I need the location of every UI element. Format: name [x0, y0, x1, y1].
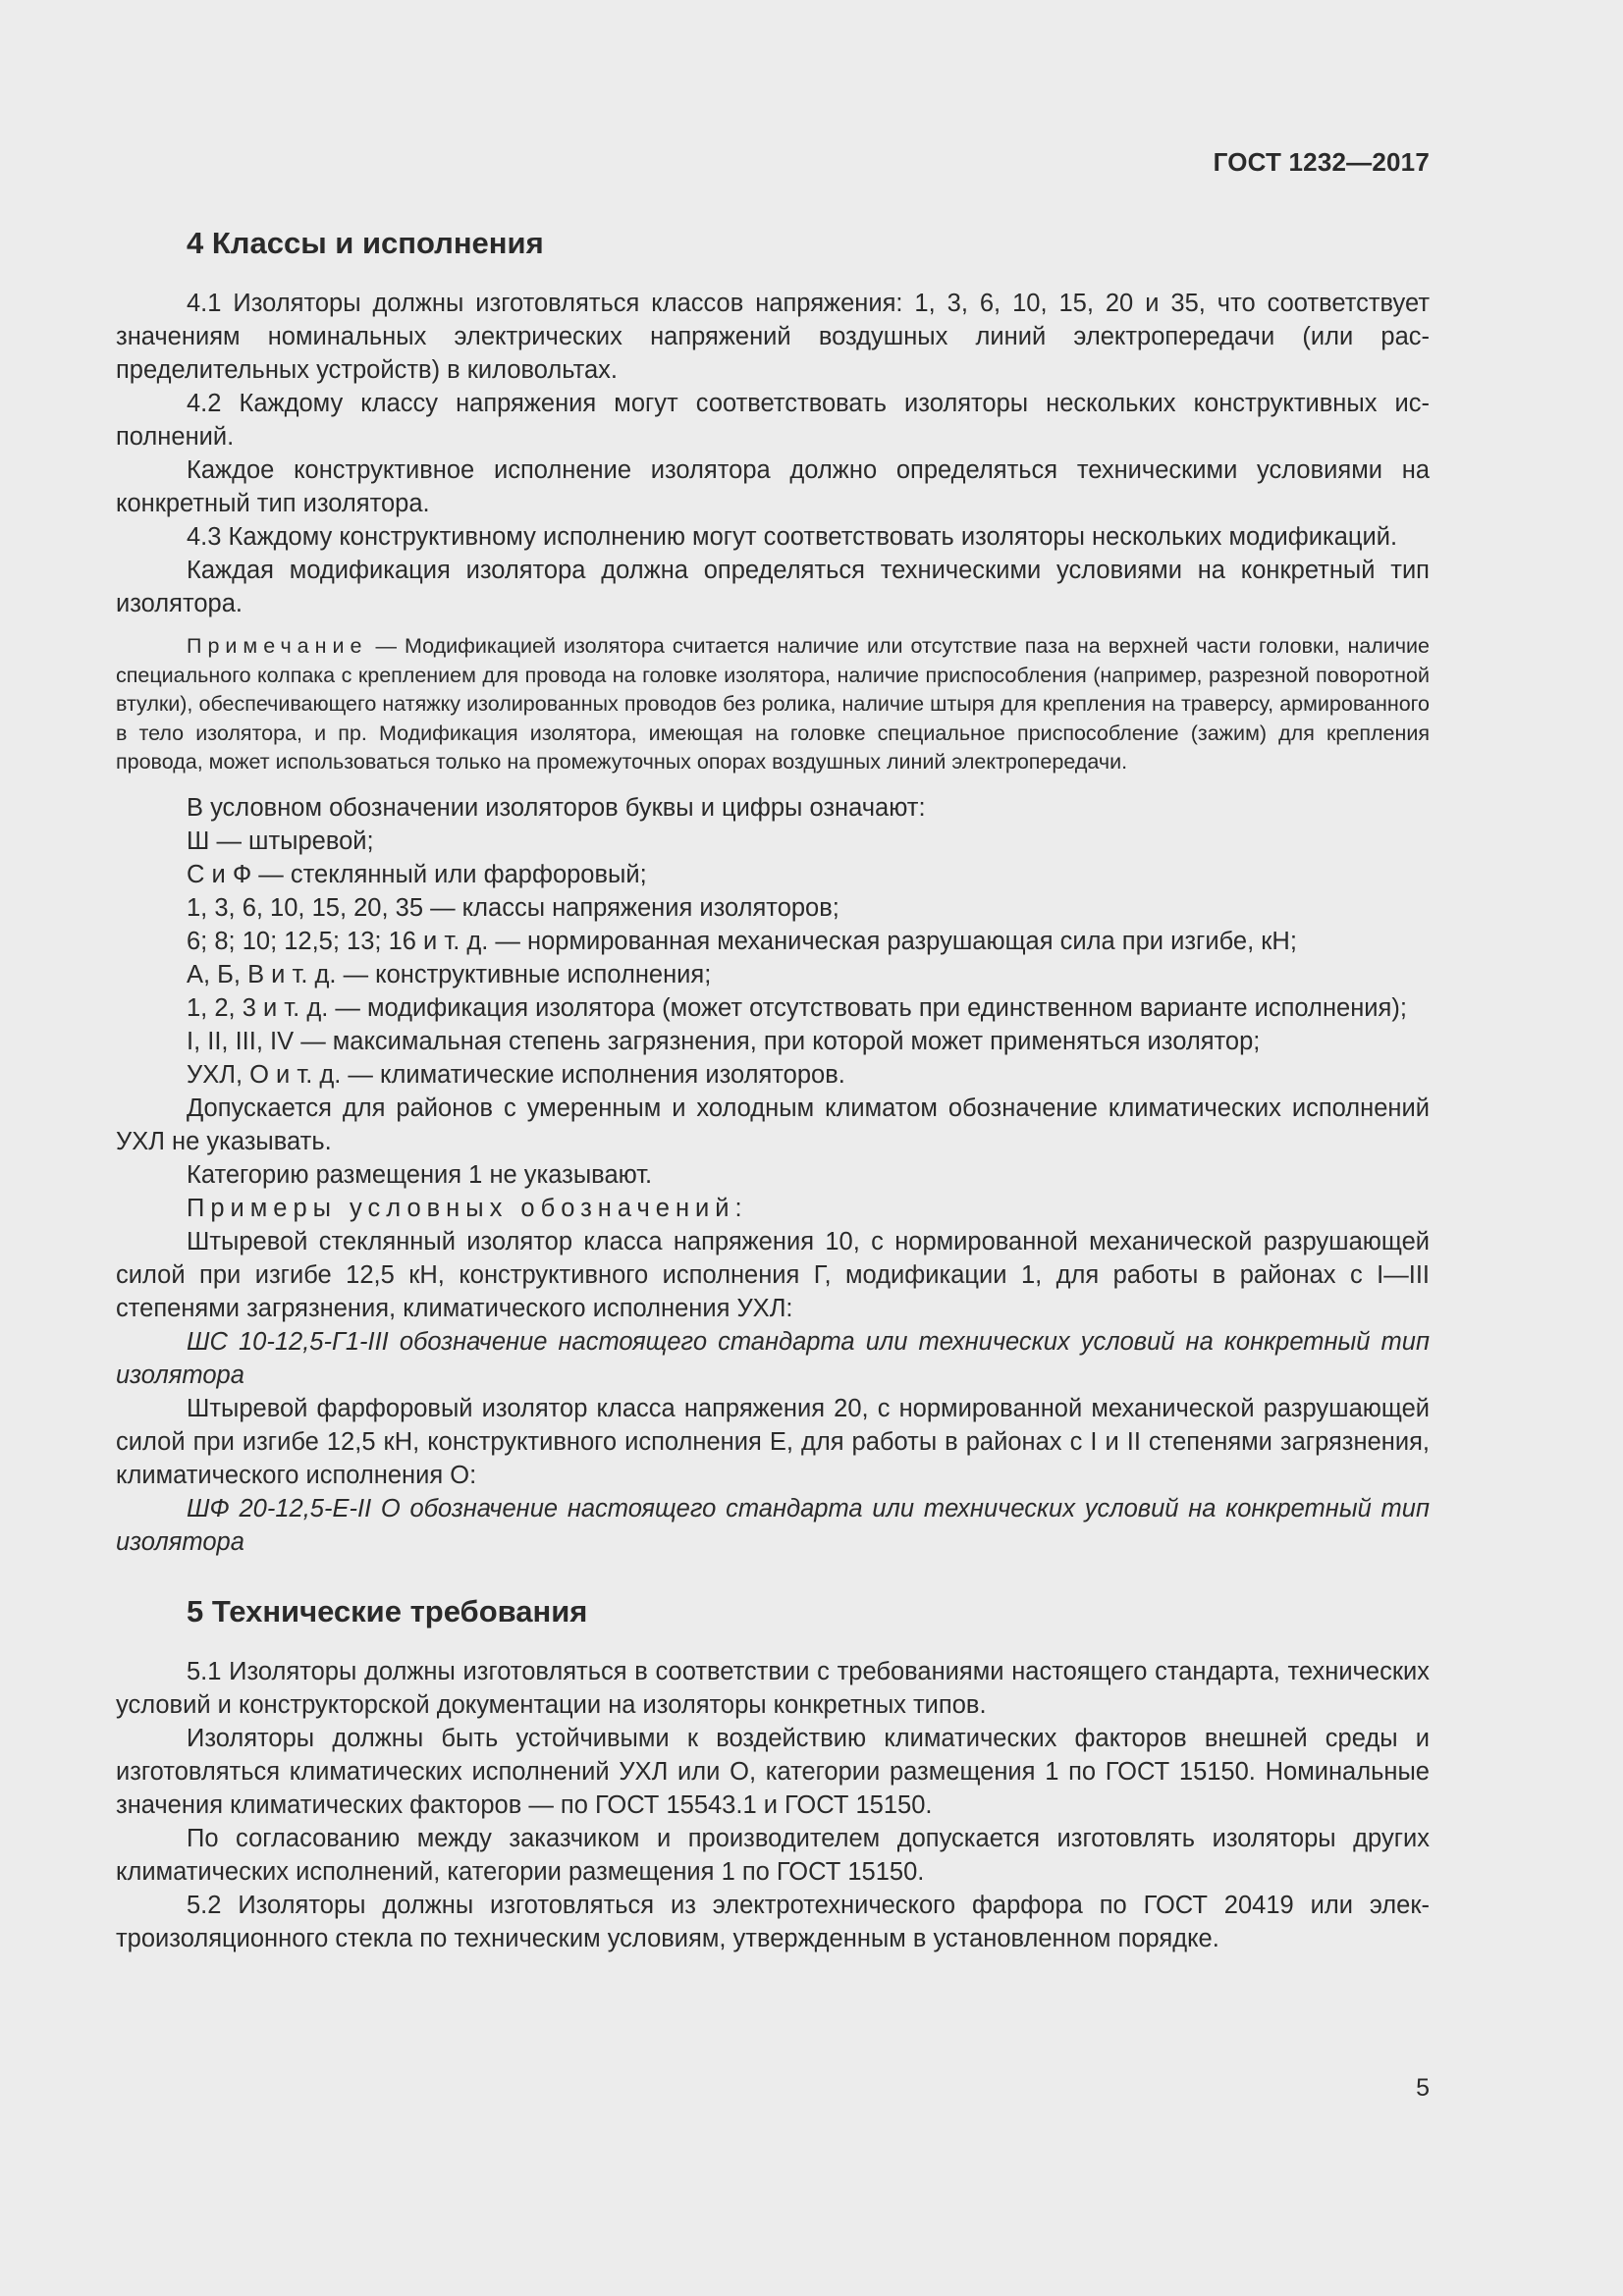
example-2-designation: ШФ 20-12,5-Е-II О обозначение настоящего стандарта или технических условий на конкретный тип изолятора	[116, 1494, 1430, 1556]
legend-item: 6; 8; 10; 12,5; 13; 16 и т. д. — нормированная механическая разрушающая сила при изгибе, кН;	[187, 927, 1297, 955]
legend-item: УХЛ, О и т. д. — климатические исполнения изоляторов.	[187, 1060, 845, 1089]
paragraph-climate-allowed: Допускается для районов с умеренным и холодным климатом обозначение климатических исполнений УХЛ не указывать.	[116, 1094, 1430, 1155]
section-4-title: 4 Классы и исполнения	[187, 226, 544, 260]
paragraph-5-1: 5.1 Изоляторы должны изготовляться в соответствии с требованиями настоящего стандарта, технических условий и конструкторской документации на изоляторы конкретных типов.	[116, 1657, 1430, 1719]
page-content	[116, 222, 1430, 1955]
example-2-description: Штыревой фарфоровый изолятор класса напряжения 20, с нормированной механической разрушающей силой при изгибе 12,5 кН, конструктивного исполнения Е, для работы в районах с I и II степенями загрязнения, климатического исполнения О:	[116, 1394, 1430, 1489]
paragraph-4-3-modification: Каждая модификация изолятора должна определяться техническими условиями на конкретный тип изолятора.	[116, 557, 1430, 617]
note	[116, 632, 1430, 777]
example-1-designation: ШС 10-12,5-Г1-III обозначение настоящего стандарта или технических условий на конкретный тип изолятора	[116, 1327, 1430, 1389]
note-text: — Модификацией изолятора считается наличие или отсутствие паза на верхней части головки, наличие специального колпака с креплением для провода на головке изолятора, наличие приспособления (например, разрезной поворотной втулки), обеспечивающего натяжку изолированных проводов без ролика, наличие штыря для крепления на траверсу, армированного в тело изолятора, и пр. Модификация изолятора, имеющая на головке специальное приспособление (зажим) для крепления провода, может использоваться только на промежуточных опорах воздушных линий электропередачи.	[116, 634, 1430, 774]
note-label: Примечание	[187, 634, 368, 658]
paragraph-5-1-agreement: По согласованию между заказчиком и производителем допускается изготовлять изоляторы других климатических исполнений, категории размещения 1 по ГОСТ 15150.	[116, 1824, 1430, 1886]
legend-item: А, Б, В и т. д. — конструктивные исполнения;	[187, 960, 712, 988]
paragraph-4-1: 4.1 Изоляторы должны изготовляться классов напряжения: 1, 3, 6, 10, 15, 20 и 35, что соответствует значениям номинальных электрических напряжений воздушных линий электропередачи (или распределительных устройств) в киловольтах.	[116, 290, 1430, 384]
legend-item: 1, 3, 6, 10, 15, 20, 35 — классы напряжения изоляторов;	[187, 893, 839, 922]
legend-item: 1, 2, 3 и т. д. — модификация изолятора (может отсутствовать при единственном варианте исполнения);	[187, 993, 1407, 1022]
page-number: 5	[1416, 2074, 1430, 2102]
document-id-header: ГОСТ 1232—2017	[1213, 147, 1430, 177]
paragraph-5-1-climate: Изоляторы должны быть устойчивыми к воздействию климатических факторов внешней среды и изготовляться климатических исполнений УХЛ или О, категории размещения 1 по ГОСТ 15150. Номинальные значения климатических факторов — по ГОСТ 15543.1 и ГОСТ 15150.	[116, 1724, 1430, 1819]
example-1-description: Штыревой стеклянный изолятор класса напряжения 10, с нормированной механической разрушающей силой при изгибе 12,5 кН, конструктивного исполнения Г, модификации 1, для работы в районах с I—III степенями загрязнения, климатического исполнения УХЛ:	[116, 1227, 1430, 1322]
section-5-title: 5 Технические требования	[187, 1593, 588, 1629]
legend-item: С и Ф — стеклянный или фарфоровый;	[187, 860, 647, 888]
paragraph-4-2: 4.2 Каждому классу напряжения могут соответствовать изоляторы нескольких конструктивных исполнений.	[116, 390, 1430, 451]
examples-label: Примеры условных обозначений:	[187, 1194, 748, 1222]
legend-intro: В условном обозначении изоляторов буквы и цифры означают:	[187, 793, 926, 822]
paragraph-5-2: 5.2 Изоляторы должны изготовляться из электротехнического фарфора по ГОСТ 20419 или электроизоляционного стекла по техническим условиям, утвержденным в установленном порядке.	[116, 1891, 1430, 1952]
legend-item: Ш — штыревой;	[187, 827, 374, 855]
paragraph-4-3: 4.3 Каждому конструктивному исполнению могут соответствовать изоляторы нескольких модификаций.	[187, 523, 1398, 551]
paragraph-placement-category: Категорию размещения 1 не указывают.	[187, 1160, 653, 1189]
legend-item: I, II, III, IV — максимальная степень загрязнения, при которой может применяться изолятор;	[187, 1027, 1261, 1055]
paragraph-4-2-design: Каждое конструктивное исполнение изолятора должно определяться техническими условиями на конкретный тип изолятора.	[116, 456, 1430, 517]
